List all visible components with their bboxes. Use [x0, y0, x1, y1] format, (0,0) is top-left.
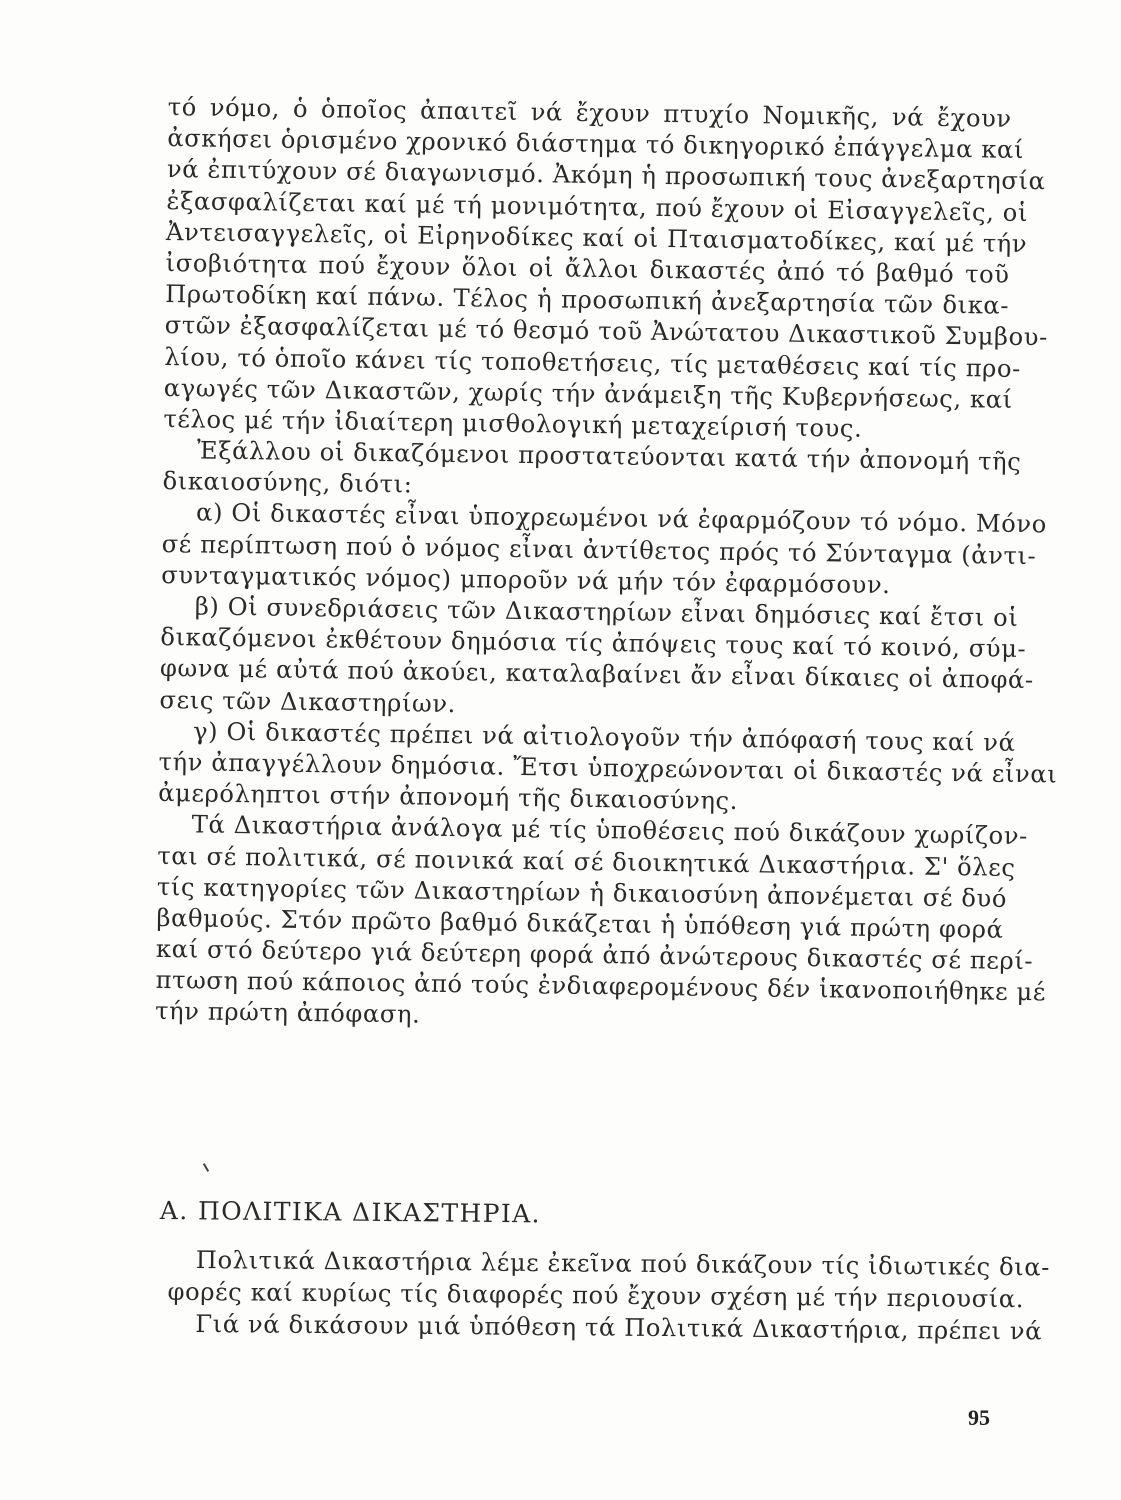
text-line: φωνα μέ αὐτά πού ἀκούει, καταλαβαίνει ἄν εἶναι δίκαιες οἱ ἀποφά-	[159, 654, 1034, 695]
text-line: τέλος μέ τήν ἰδιαίτερη μισθολογική μεταχείρισή τους.	[163, 404, 863, 443]
main-text-block	[154, 92, 1058, 1039]
paragraph-start-line: Τά Δικαστήρια ἀνάλογα μέ τίς ὑποθέσεις πού δικάζουν χωρίζον-	[191, 810, 1029, 851]
text-line: λίου, τό ὁποῖο κάνει τίς τοποθετήσεις, τίς μεταθέσεις καί τίς προ-	[164, 342, 1022, 383]
paragraph-start-line: Ἐξάλλου οἱ δικαζόμενοι προστατεύονται κατά τήν ἀπονομή τῆς	[196, 436, 1022, 477]
text-line: ἰσοβιότητα πού ἔχουν ὅλοι οἱ ἄλλοι δικαστές ἀπό τό βαθμό τοῦ	[165, 248, 1010, 289]
text-line: ἐξασφαλίζεται καί μέ τή μονιμότητα, πού ἔχουν οἱ Εἰσαγγελεῖς, οἱ	[166, 186, 1029, 227]
text-line: στῶν ἐξασφαλίζεται μέ τό θεσμό τοῦ Ἀνώτατου Δικαστικοῦ Συμβου-	[164, 311, 1049, 352]
text-line: νά ἐπιτύχουν σέ διαγωνισμό. Ἀκόμη ἡ προσωπική τους ἀνεξαρτησία	[166, 155, 1046, 196]
list-item-a: α) Οἱ δικαστές εἶναι ὑποχρεωμένοι νά ἐφαρμόζουν τό νόμο. Μόνο	[195, 498, 1048, 539]
text-line: Ἀντεισαγγελεῖς, οἱ Εἰρηνοδίκες καί οἱ Πταισματοδίκες, καί μέ τήν	[165, 217, 1028, 258]
text-line: ται σέ πολιτικά, σέ ποινικά καί σέ διοικητικά Δικαστήρια. Σ' ὅλες	[157, 841, 1016, 882]
paragraph-start-line: Πολιτικά Δικαστήρια λέμε ἐκεῖνα πού δικάζουν τίς ἰδιωτικές δια-	[195, 1245, 1051, 1282]
text-line: βαθμούς. Στόν πρῶτο βαθμό δικάζεται ἡ ὑπόθεση γιά πρώτη φορά	[156, 903, 1004, 944]
section-text-block	[167, 1244, 1051, 1347]
stray-ink-mark	[203, 1163, 209, 1172]
list-item-c: γ) Οἱ δικαστές πρέπει νά αἰτιολογοῦν τήν ἀπόφασή τους καί νά	[192, 717, 1016, 757]
text-line: ἀμερόληπτοι στήν ἀπονομή τῆς δικαιοσύνης.	[158, 779, 739, 816]
text-line: δικαζόμενοι ἐκθέτουν δημόσια τίς ἀπόψεις τους καί τό κοινό, σύμ-	[160, 623, 1027, 664]
text-line: τίς κατηγορίες τῶν Δικαστηρίων ἡ δικαιοσύνη ἀπονέμεται σέ δυό	[156, 872, 1008, 913]
text-line: συνταγματικός νόμος) μποροῦν νά μήν τόν ἐφαρμόσουν.	[161, 560, 891, 599]
text-line: Πρωτοδίκη καί πάνω. Τέλος ἡ προσωπική ἀνεξαρτησία τῶν δικα-	[164, 280, 1010, 320]
text-line: καί στό δεύτερο γιά δεύτερη φορά ἀπό ἀνώτερους δικαστές σέ περί-	[155, 934, 1034, 976]
text-line: σεις τῶν Δικαστηρίων.	[159, 685, 457, 718]
list-item-b: β) Οἱ συνεδριάσεις τῶν Δικαστηρίων εἶναι δημόσιες καί ἔτσι οἱ	[194, 592, 1019, 632]
text-line: αγωγές τῶν Δικαστῶν, χωρίς τήν ἀνάμειξη τῆς Κυβερνήσεως, καί	[163, 373, 1013, 414]
text-line: τό νόμο, ὁ ὁποῖος ἀπαιτεῖ νά ἔχουν πτυχίο Νομικῆς, νά ἔχουν	[167, 92, 1012, 133]
section-heading: Α. ΠΟΛΙΤΙΚΑ ΔΙΚΑΣΤΗΡΙΑ.	[159, 1196, 542, 1229]
text-line: τήν πρώτη ἀπόφαση.	[154, 997, 421, 1030]
text-line: σέ περίπτωση πού ὁ νόμος εἶναι ἀντίθετος πρός τό Σύνταγμα (ἀντι-	[161, 529, 1037, 570]
text-line: τήν ἀπαγγέλλουν δημόσια. Ἔτσι ὑποχρεώνονται οἱ δικαστές νά εἶναι	[158, 747, 1058, 789]
text-line: ἀσκήσει ὁρισμένο χρονικό διάστημα τό δικηγορικό ἐπάγγελμα καί	[167, 124, 1025, 165]
text-line: πτωση πού κάποιος ἀπό τούς ἐνδιαφερομένους δέν ἱκανοποιήθηκε μέ	[155, 966, 1047, 1007]
page-number: 95	[968, 1405, 990, 1430]
text-line: δικαιοσύνης, διότι:	[162, 467, 413, 499]
text-line: φορές καί κυρίως τίς διαφορές πού ἔχουν σχέση μέ τήν περιουσία.	[167, 1277, 1025, 1314]
paragraph-start-line: Γιά νά δικάσουν μιά ὑπόθεση τά Πολιτικά Δικαστήρια, πρέπει νά	[195, 1309, 1043, 1346]
